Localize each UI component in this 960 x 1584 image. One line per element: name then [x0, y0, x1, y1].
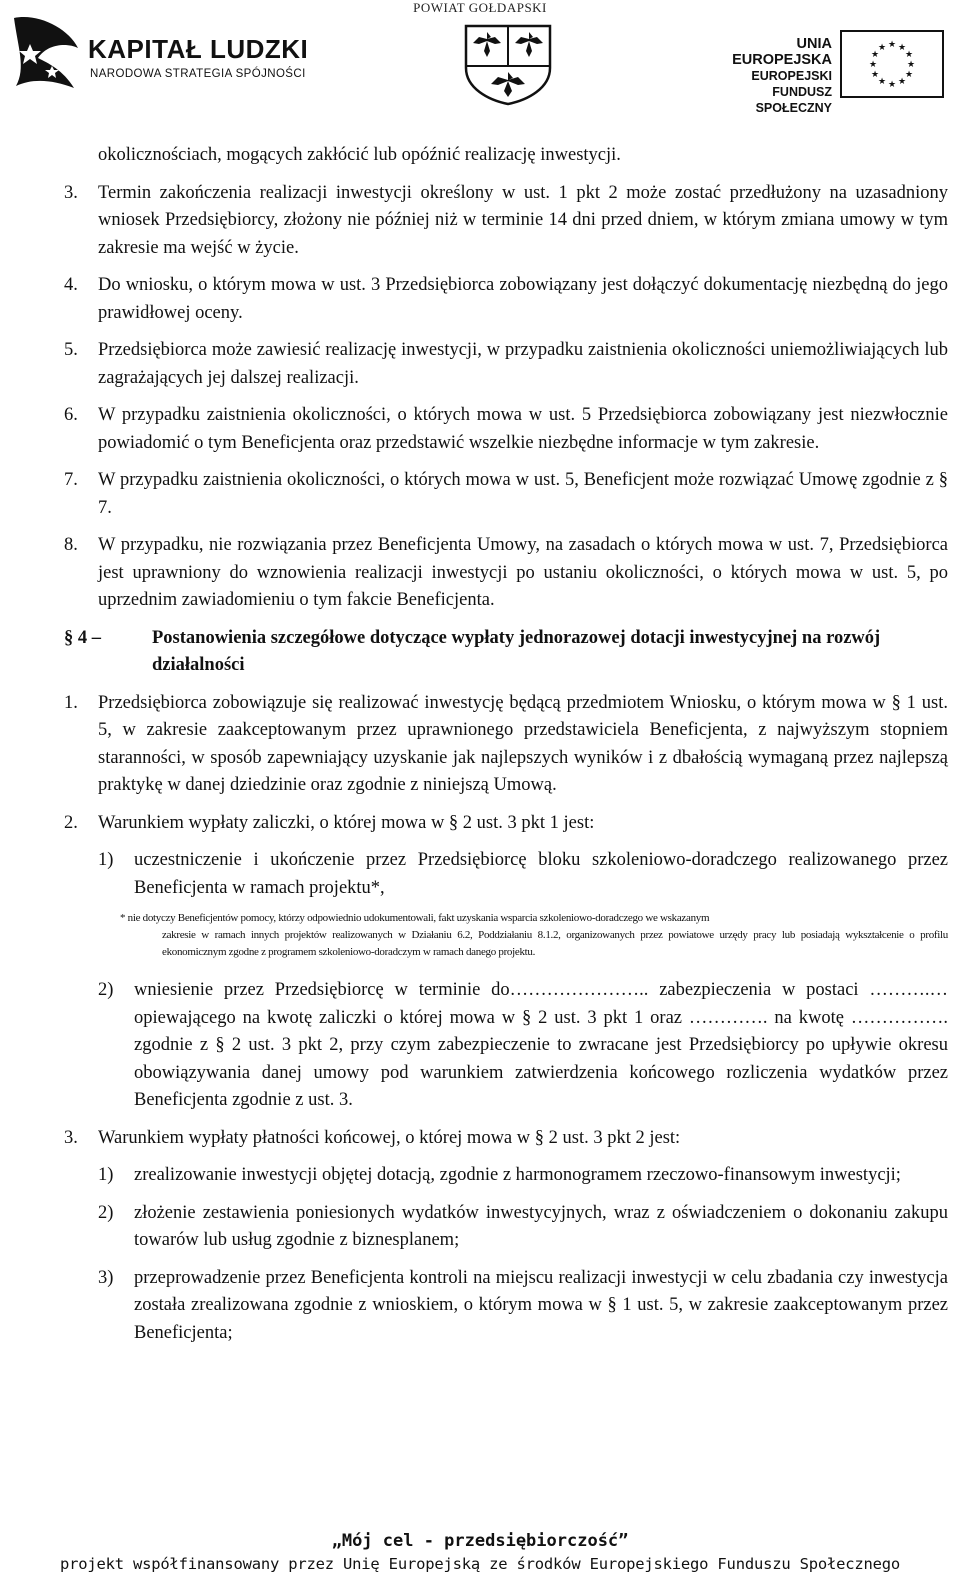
list-item: 5. Przedsiębiorca może zawiesić realizację inwestycji, w przypadku zaistnienia okoliczności uniemożliwiających lub zagrażających jej dalszej realizacji.	[64, 340, 948, 388]
document-header-text: POWIAT GOŁDAPSKI	[413, 0, 547, 15]
eu-title: UNIA EUROPEJSKA	[732, 36, 832, 68]
document-footer	[0, 1530, 960, 1576]
sub-list-item: 2) złożenie zestawienia poniesionych wydatków inwestycyjnych, wraz z oświadczeniem o dokonaniu zakupu towarów lub usług zgodnie z biznesplanem;	[98, 1202, 948, 1250]
svg-text:★: ★	[906, 60, 916, 70]
svg-text:★: ★	[868, 60, 878, 70]
footnote-line-1: * nie dotyczy Beneficjentów pomocy, którzy odpowiednio udokumentowali, fakt uzyskania wsparcia szkoleniowo-doradczego we wskazanym	[120, 912, 710, 924]
svg-text:★: ★	[870, 70, 880, 80]
section-number: § 4 –	[64, 627, 101, 648]
list-item: 3. Termin zakończenia realizacji inwestycji określony w ust. 1 pkt 2 może zostać przedłużony na uzasadniony wniosek Przedsiębiorcy, złożony nie później niż w terminie 14 dni przed dniem, w którym zmiana umowy w tym zakresie ma wejść w życie.	[64, 182, 948, 258]
sub-list-item: 1) uczestniczenie i ukończenie przez Przedsiębiorcę bloku szkoleniowo-doradczego realizowanego przez Beneficjenta w ramach projektu*,	[98, 850, 948, 898]
svg-text:★: ★	[877, 77, 887, 87]
section-heading	[64, 625, 948, 680]
list-item: 6. W przypadku zaistnienia okoliczności, o których mowa w ust. 5 Przedsiębiorca zobowiązany jest niezwłocznie powiadomić o tym Beneficjenta oraz przedstawić wszelkie niezbędne informacje w tym zakresie.	[64, 405, 948, 453]
list-item: 8. W przypadku, nie rozwiązania przez Beneficjenta Umowy, na zasadach o których mowa w ust. 7, Przedsiębiorca jest uprawniony do wznowienia realizacji inwestycji po ustaniu okoliczności, o których mowa w ust. 5, po uprzednim zawiadomieniu o tym fakcie Beneficjenta.	[64, 535, 948, 610]
svg-text:★: ★	[897, 43, 907, 53]
sub-list-item: 2) wniesienie przez Przedsiębiorcę w terminie do………………….. zabezpieczenia w postaci ……….… opiewającego na kwotę zaliczki o której mowa w § 2 ust. 3 pkt 1 oraz …………. na kwotę ……………. zgodnie z § 2 ust. 3 pkt 2, przy czym zabezpieczenie to zwracane jest Przedsiębiorcy po upływie okresu obowiązywania danej umowy pod warunkiem zatwierdzenia końcowego rozliczenia wydatków przez Beneficjenta zgodnie z ust. 3.	[98, 980, 948, 1110]
list-item: 4. Do wniosku, o którym mowa w ust. 3 Przedsiębiorca zobowiązany jest dołączyć dokumentację niezbędną do jego prawidłowej oceny.	[64, 275, 948, 323]
eu-flag-icon	[840, 30, 944, 98]
list-item: 1. Przedsiębiorca zobowiązuje się realizować inwestycję będącą przedmiotem Wniosku, o którym mowa w § 1 ust. 5, w zakresie zaakceptowanym przez uprawnionego przedstawiciela Beneficjenta, z najwyższym stopniem staranności, w sposób zapewniający uzyskanie jak najlepszych wyników i z dbałością wymaganą przez najlepszą praktykę w danej dziedzinie oraz zgodnie z niniejszą Umową.	[64, 692, 948, 795]
sub-list-item: 1) zrealizowanie inwestycji objętej dotacją, zgodnie z harmonogramem rzeczowo-finansowym inwestycji;	[98, 1165, 901, 1185]
footer-cofinancing-note: projekt współfinansowany przez Unię Europejską ze środków Europejskiego Funduszu Społecznego	[59, 1555, 901, 1573]
eu-subtitle-1: EUROPEJSKI	[751, 69, 832, 83]
list-item: 7. W przypadku zaistnienia okoliczności, o których mowa w ust. 5, Beneficjent może rozwiązać Umowę zgodnie z § 7.	[64, 470, 948, 518]
eu-subtitle-2: FUNDUSZ SPOŁECZNY	[755, 85, 832, 115]
section-title: Postanowienia szczegółowe dotyczące wypłaty jednorazowej dotacji inwestycyjnej na rozwój działalności	[152, 627, 881, 675]
footnote-rest: zakresie w ramach innych projektów realizowanych w Działaniu 6.2, Poddziałaniu 8.1.2, organizowanych przez powiatowe urzędy pracy lub posiadają wykształcenie o profilu ekonomicznym zgodne z programem szkoleniowo-doradczym w ramach danego projektu.	[162, 929, 948, 958]
svg-text:★: ★	[887, 80, 897, 90]
svg-text:★: ★	[904, 50, 914, 60]
logo-header	[0, 8, 960, 115]
eu-efs-logo	[700, 30, 950, 115]
coat-of-arms-icon	[458, 22, 558, 106]
list-item: 2. Warunkiem wypłaty zaliczki, o której mowa w § 2 ust. 3 pkt 1 jest:	[64, 812, 595, 833]
svg-text:★: ★	[887, 40, 897, 50]
svg-text:★: ★	[904, 70, 914, 80]
kapital-ludzki-title: KAPITAŁ LUDZKI	[88, 34, 309, 64]
svg-text:★: ★	[870, 50, 880, 60]
kapital-ludzki-subtitle: NARODOWA STRATEGIA SPÓJNOŚCI	[90, 68, 306, 80]
footnote	[120, 910, 948, 961]
svg-text:★: ★	[877, 43, 887, 53]
list-item: 3. Warunkiem wypłaty płatności końcowej, o której mowa w § 2 ust. 3 pkt 2 jest:	[64, 1127, 681, 1148]
sub-list-item: 3) przeprowadzenie przez Beneficjenta kontroli na miejscu realizacji inwestycji w celu zbadania czy inwestycja została zrealizowana zgodnie z wnioskiem, o którym mowa w § 1 ust. 5, w zakresie zaakceptowanym przez Beneficjenta;	[98, 1267, 948, 1343]
footer-motto: „Mój cel - przedsiębiorczość”	[331, 1531, 629, 1551]
document-body	[64, 142, 948, 1357]
continuation-paragraph: okolicznościach, mogących zakłócić lub opóźnić realizację inwestycji.	[98, 145, 621, 165]
svg-text:★: ★	[897, 77, 907, 87]
